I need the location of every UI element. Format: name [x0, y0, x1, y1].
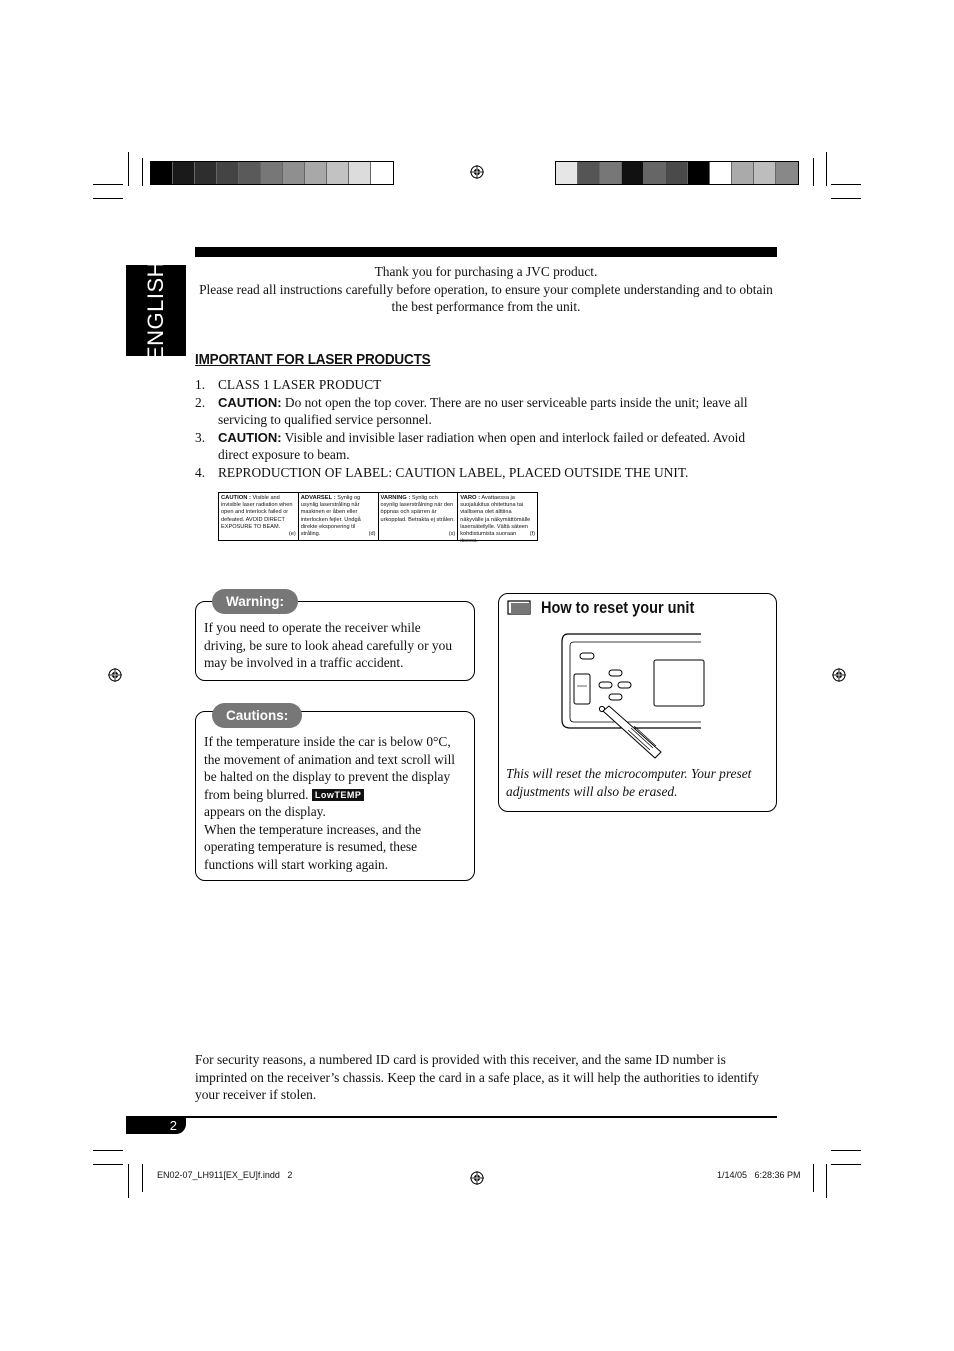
crop-mark: [826, 1164, 827, 1198]
cautions-text: [204, 733, 470, 873]
caution-label-lang-code: (d): [368, 530, 376, 537]
caution-label-heading: VARO :: [460, 495, 481, 501]
caution-label-heading: CAUTION :: [221, 495, 251, 501]
color-swatch: [371, 162, 393, 184]
intro-text: [195, 263, 777, 316]
caution-label-text: Avattaessa ja suojalukitus ohitettuna tai viallisena olet alttiina näkyvälle ja näkymättömälle lasersäteilylle. Vältä säteen kohdistumista suoraan itseesi.: [460, 495, 531, 545]
color-swatch: [710, 162, 732, 184]
color-calibration-bar-right: [555, 161, 799, 185]
color-swatch: [754, 162, 776, 184]
color-swatch: [776, 162, 798, 184]
color-swatch: [622, 162, 644, 184]
page-number: 2: [169, 1118, 177, 1133]
registration-mark-icon: [470, 165, 484, 179]
laser-item-text: Visible and invisible laser radiation when open and interlock failed or defeated. Avoid direct exposure to beam.: [218, 429, 746, 462]
laser-item-number: 3.: [195, 429, 206, 445]
laser-item-number: 2.: [195, 394, 206, 410]
color-swatch: [732, 162, 754, 184]
laser-item-number: 4.: [195, 464, 206, 480]
crop-mark: [142, 1164, 143, 1192]
warning-pill: Warning:: [212, 589, 298, 614]
caution-label-text: Synlig och osynlig laserstrålning när den öppnas och spärren är urkopplad. Betrakta ej strålen.: [380, 495, 455, 523]
caution-label-text: Synlig og usynlig laserstråling når maskinen er åben eller interlocken fejler. Undgå direkte eksponering til stråling.: [300, 495, 361, 538]
caution-label-cell: [299, 493, 379, 540]
lowtemp-indicator: LowTEMP: [312, 789, 365, 801]
laser-item-text: REPRODUCTION OF LABEL: CAUTION LABEL, PLACED OUTSIDE THE UNIT.: [218, 464, 689, 480]
crop-mark: [831, 198, 861, 199]
color-swatch: [261, 162, 283, 184]
crop-mark: [813, 158, 814, 186]
crop-mark: [93, 1164, 123, 1165]
crop-mark: [128, 1164, 129, 1198]
laser-item-keyword: CAUTION:: [218, 394, 282, 410]
color-swatch: [349, 162, 371, 184]
laser-item-text: Do not open the top cover. There are no user serviceable parts inside the unit; leave all servicing to qualified service personnel.: [218, 394, 748, 427]
color-swatch: [327, 162, 349, 184]
color-swatch: [688, 162, 710, 184]
language-tab-label: ENGLISH: [143, 260, 168, 361]
intro-line-1: Thank you for purchasing a JVC product.: [374, 264, 598, 279]
caution-label-reproduction: [218, 492, 538, 545]
caution-label-lang-code: (s): [448, 530, 456, 537]
crop-mark: [826, 152, 827, 186]
color-swatch: [644, 162, 666, 184]
registration-mark-icon: [108, 668, 122, 682]
color-swatch: [666, 162, 688, 184]
caution-label-cell: [219, 493, 299, 540]
warning-text: If you need to operate the receiver while driving, be sure to look ahead carefully or you may be involved in a traffic accident.: [204, 620, 453, 670]
page-number-tab: [126, 1118, 186, 1134]
color-calibration-bar-left: [150, 161, 394, 185]
crop-mark: [93, 184, 123, 185]
cautions-text-3: When the temperature increases, and the operating temperature is resumed, these functions will start working again.: [204, 821, 422, 872]
reset-title: How to reset your unit: [541, 599, 695, 617]
caution-label-heading: VARNING :: [380, 495, 411, 501]
security-note: For security reasons, a numbered ID card is provided with this receiver, and the same ID number is imprinted on the receiver’s chassis. Keep the card in a safe place, as it will help the authorities to identify your receiver if stolen.: [195, 1052, 759, 1102]
crop-mark: [831, 1150, 861, 1151]
cautions-text-1: If the temperature inside the car is below 0°C, the movement of animation and text scroll will be halted on the display to prevent the display from being blurred.: [204, 734, 456, 802]
crop-mark: [128, 152, 129, 186]
footer-filename: EN02-07_LH911[EX_EU]f.indd 2: [157, 1170, 293, 1180]
color-swatch: [283, 162, 305, 184]
section-title-laser: IMPORTANT FOR LASER PRODUCTS: [195, 351, 431, 368]
reset-caption: This will reset the microcomputer. Your preset adjustments will also be erased.: [506, 766, 752, 799]
caution-label-lang-code: (f): [529, 530, 535, 537]
laser-item: [195, 429, 777, 464]
laser-item-text: CLASS 1 LASER PRODUCT: [218, 377, 382, 392]
bottom-rule: [126, 1116, 777, 1118]
registration-mark-icon: [832, 668, 846, 682]
cautions-text-2: appears on the display.: [204, 804, 326, 819]
caution-label-cell: [379, 493, 459, 540]
crop-mark: [142, 158, 143, 186]
reset-title-icon: [507, 600, 531, 615]
crop-mark: [831, 1164, 861, 1165]
laser-item: [195, 464, 777, 482]
color-swatch: [556, 162, 578, 184]
caution-label-cell: [458, 493, 537, 545]
intro-line-2: Please read all instructions carefully before operation, to ensure your complete understanding and to obtain the best performance from the unit.: [199, 281, 773, 314]
registration-mark-icon: [470, 1171, 484, 1185]
crop-mark: [93, 198, 123, 199]
crop-mark: [831, 184, 861, 185]
caution-label-text: Visible and invisible laser radiation when open and interlock failed or defeated. AVOID DIRECT EXPOSURE TO BEAM.: [221, 495, 293, 530]
footer-timestamp: 1/14/05 6:28:36 PM: [717, 1170, 801, 1180]
header-rule: [195, 247, 777, 257]
color-swatch: [305, 162, 327, 184]
caution-label-heading: ADVARSEL :: [300, 495, 336, 501]
laser-item: [195, 394, 777, 429]
language-tab: [126, 260, 186, 361]
laser-item-keyword: CAUTION:: [218, 429, 282, 445]
laser-item-number: 1.: [195, 377, 206, 392]
color-swatch: [578, 162, 600, 184]
receiver-reset-illustration: [560, 632, 702, 764]
laser-item: [195, 376, 777, 394]
laser-items-list: [195, 376, 777, 481]
color-swatch: [239, 162, 261, 184]
caution-label-lang-code: (e): [288, 530, 296, 537]
color-swatch: [173, 162, 195, 184]
cautions-pill: Cautions:: [212, 703, 302, 728]
color-swatch: [151, 162, 173, 184]
crop-mark: [93, 1150, 123, 1151]
color-swatch: [600, 162, 622, 184]
crop-mark: [813, 1164, 814, 1192]
color-swatch: [195, 162, 217, 184]
color-swatch: [217, 162, 239, 184]
